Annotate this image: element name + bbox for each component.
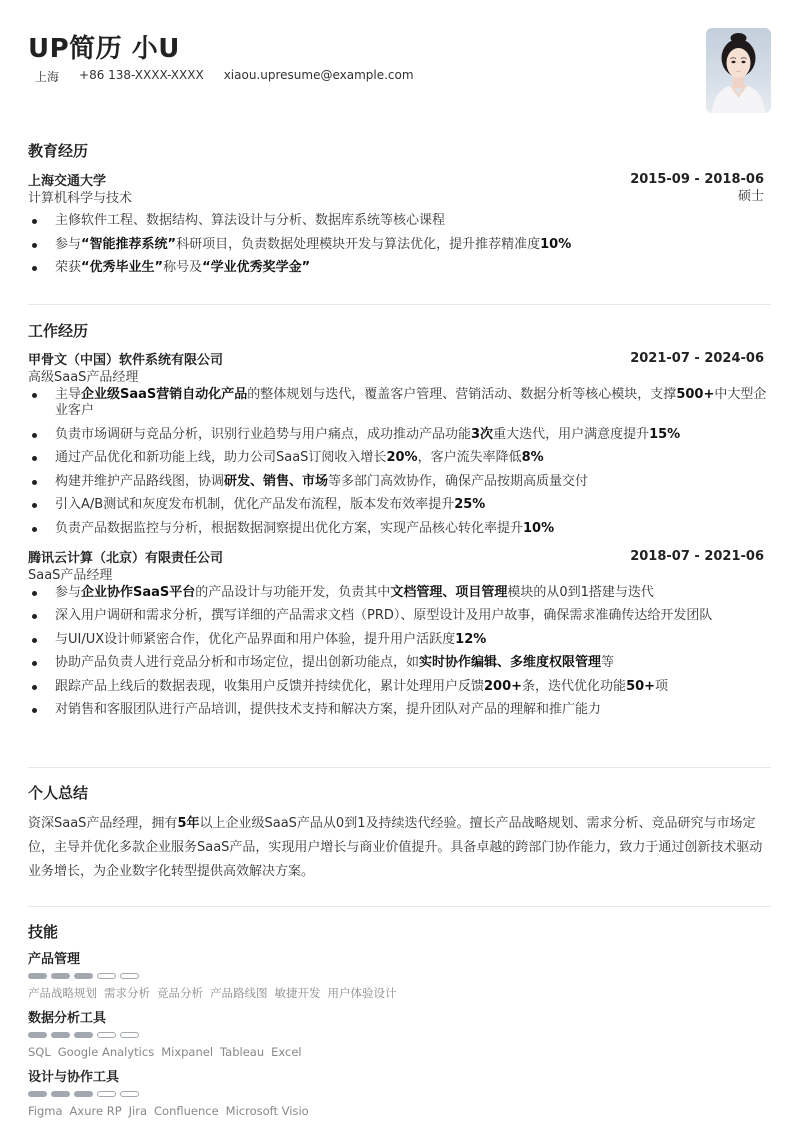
highlight-text: “优秀毕业生” <box>81 260 164 275</box>
section-divider <box>28 304 771 305</box>
email-link[interactable]: xiaou.upresume@example.com <box>223 68 414 82</box>
phone-text: +86 138-XXXX-XXXX <box>79 68 204 82</box>
company-name: 腾讯云计算（北京）有限责任公司 <box>28 550 224 566</box>
skill-level-indicator <box>28 1091 771 1097</box>
skill-tag: Microsoft Visio <box>225 1104 309 1118</box>
work-entry <box>28 350 771 537</box>
work-date: 2018-07 - 2021-06 <box>630 548 764 564</box>
skill-group-name: 数据分析工具 <box>28 1011 107 1026</box>
bullet-item: 通过产品优化和新功能上线，助力公司SaaS订阅收入增长20%，客户流失率降低8% <box>28 450 771 466</box>
skill-tag: Axure RP <box>69 1104 122 1118</box>
skill-tag: 竞品分析 <box>157 986 203 1000</box>
skill-tag: Jira <box>128 1104 147 1118</box>
bullet-item: 协助产品负责人进行竞品分析和市场定位，提出创新功能点，如实时协作编辑、多维度权限管理等 <box>28 655 771 671</box>
section-title-work: 工作经历 <box>28 322 89 340</box>
section-title-education: 教育经历 <box>28 142 89 160</box>
highlight-text: “学业优秀奖学金” <box>202 260 311 275</box>
highlight-text: “智能推荐系统” <box>81 236 177 252</box>
resume-header <box>28 0 771 120</box>
skill-tag: Figma <box>28 1104 63 1118</box>
section-title-summary: 个人总结 <box>28 784 89 802</box>
highlight-text: 实时协作编辑、多维度权限管理 <box>419 655 602 670</box>
summary-text: 资深SaaS产品经理，拥有5年以上企业级SaaS产品从0到1及持续迭代经验。擅长产品战略规划、需求分析、竞品研究与市场定位，主导并优化多款企业服务SaaS产品，实现用户增长与商业价值提升。具备卓越的跨部门协作能力，致力于通过创新技术驱动业务增长，为企业数字化转型提供高效解决方案。 <box>28 816 763 879</box>
bullet-item: 构建并维护产品路线图，协调研发、销售、市场等多部门高效协作，确保产品按期高质量交付 <box>28 474 771 490</box>
skills-list <box>28 951 771 1119</box>
school-name: 上海交通大学 <box>28 174 107 189</box>
skill-bar-filled <box>74 1032 93 1038</box>
skill-bar-filled <box>28 973 47 979</box>
work-section <box>28 320 771 726</box>
education-entry <box>28 171 771 276</box>
highlight-text: 3次 <box>471 426 494 442</box>
skill-bar-empty <box>97 973 116 979</box>
highlight-text: 研发、销售、市场 <box>224 473 329 489</box>
work-bullets <box>28 585 771 719</box>
highlight-text: 20% <box>386 450 418 465</box>
work-bullets <box>28 387 771 537</box>
major-text: 计算机科学与技术 <box>28 191 133 206</box>
bullet-item: 主修软件工程、数据结构、算法设计与分析、数据库系统等核心课程 <box>28 213 771 229</box>
skills-section <box>28 921 771 1119</box>
skill-bar-filled <box>74 1091 93 1097</box>
profile-photo-icon <box>706 28 771 113</box>
skill-tag: 产品战略规划 <box>28 986 97 1000</box>
education-section <box>28 140 771 284</box>
bullet-item: 对销售和客服团队进行产品培训，提供技术支持和解决方案，提升团队对产品的理解和推广能力 <box>28 702 771 718</box>
highlight-text: 企业级SaaS营销自动化产品 <box>81 387 248 402</box>
highlight-text: 10% <box>523 520 555 536</box>
degree-text: 硕士 <box>737 189 764 204</box>
skill-tags <box>28 1044 771 1060</box>
skill-bar-filled <box>51 973 70 979</box>
highlight-text: 8% <box>521 450 544 465</box>
skill-bar-empty <box>120 1032 139 1038</box>
role-title: SaaS产品经理 <box>28 567 113 583</box>
company-name: 甲骨文（中国）软件系统有限公司 <box>28 353 224 368</box>
skill-tag: 需求分析 <box>104 986 150 1000</box>
skill-tags <box>28 1103 771 1119</box>
skill-bar-empty <box>120 1091 139 1097</box>
skill-level-indicator <box>28 1032 771 1038</box>
bullet-item: 主导企业级SaaS营销自动化产品的整体规划与迭代，覆盖客户管理、营销活动、数据分析等核心模块，支撑500+中大型企业客户 <box>28 387 771 419</box>
skill-tag: Mixpanel <box>161 1045 214 1059</box>
skill-group-name: 产品管理 <box>28 952 81 967</box>
highlight-text: 500+ <box>676 387 715 402</box>
education-bullets <box>28 213 771 276</box>
skill-tag: 敏捷开发 <box>274 986 321 1000</box>
highlight-text: 文档管理、项目管理 <box>390 584 508 600</box>
bullet-item: 引入A/B测试和灰度发布机制，优化产品发布流程，版本发布效率提升25% <box>28 497 771 513</box>
work-entry <box>28 548 771 719</box>
skill-group <box>28 1010 771 1060</box>
section-title-skills: 技能 <box>28 923 59 941</box>
highlight-text: 15% <box>649 426 681 442</box>
skill-tags <box>28 985 771 1001</box>
bullet-item: 负责产品数据监控与分析，根据数据洞察提出优化方案，实现产品核心转化率提升10% <box>28 521 771 537</box>
skill-group-name: 设计与协作工具 <box>28 1070 120 1085</box>
skill-tag: Tableau <box>220 1045 265 1059</box>
work-date: 2021-07 - 2024-06 <box>630 351 764 366</box>
bullet-item: 深入用户调研和需求分析，撰写详细的产品需求文档（PRD）、原型设计及用户故事，确保需求准确传达给开发团队 <box>28 608 771 624</box>
highlight-text: 25% <box>454 497 486 512</box>
section-divider <box>28 906 771 907</box>
bullet-item: 参与企业协作SaaS平台的产品设计与功能开发，负责其中文档管理、项目管理模块的从0到1搭建与迭代 <box>28 585 771 601</box>
highlight-text: 企业协作SaaS平台 <box>81 584 196 600</box>
skill-tag: 产品路线图 <box>210 986 268 1000</box>
location-text: 上海 <box>35 70 60 84</box>
skill-tag: Google Analytics <box>57 1045 155 1059</box>
summary-section <box>28 782 771 884</box>
resume-page <box>28 0 771 1118</box>
highlight-text: 10% <box>540 236 572 252</box>
skill-bar-empty <box>120 973 139 979</box>
avatar <box>706 28 771 113</box>
skill-bar-filled <box>74 973 93 979</box>
skill-bar-empty <box>97 1032 116 1038</box>
skill-bar-filled <box>51 1032 70 1038</box>
skill-bar-filled <box>28 1091 47 1097</box>
skill-bar-filled <box>51 1091 70 1097</box>
highlight-text: 200+ <box>484 678 523 694</box>
skill-tag: Excel <box>271 1045 302 1059</box>
skill-level-indicator <box>28 973 771 979</box>
contact-info <box>35 68 414 85</box>
bullet-item: 参与“智能推荐系统”科研项目，负责数据处理模块开发与算法优化，提升推荐精准度10% <box>28 237 771 253</box>
highlight-text: 5年 <box>177 816 200 831</box>
bullet-item: 荣获“优秀毕业生”称号及“学业优秀奖学金” <box>28 260 771 276</box>
skill-tag: SQL <box>28 1045 51 1059</box>
highlight-text: 50+ <box>626 678 656 694</box>
skill-tag: Confluence <box>154 1104 219 1118</box>
section-divider <box>28 767 771 768</box>
bullet-item: 跟踪产品上线后的数据表现，收集用户反馈并持续优化，累计处理用户反馈200+条，迭代优化功能50+项 <box>28 679 771 695</box>
skill-bar-filled <box>28 1032 47 1038</box>
bullet-item: 负责市场调研与竞品分析，识别行业趋势与用户痛点，成功推动产品功能3次重大迭代，用户满意度提升15% <box>28 427 771 443</box>
education-date: 2015-09 - 2018-06 <box>630 172 764 187</box>
skill-group <box>28 1069 771 1119</box>
role-title: 高级SaaS产品经理 <box>28 370 139 385</box>
bullet-item: 与UI/UX设计师紧密合作，优化产品界面和用户体验，提升用户活跃度12% <box>28 632 771 648</box>
skill-group <box>28 951 771 1001</box>
skill-tag: 用户体验设计 <box>327 986 397 1000</box>
highlight-text: 12% <box>455 631 487 647</box>
skill-bar-empty <box>97 1091 116 1097</box>
candidate-name: UP简历 小U <box>28 34 180 64</box>
